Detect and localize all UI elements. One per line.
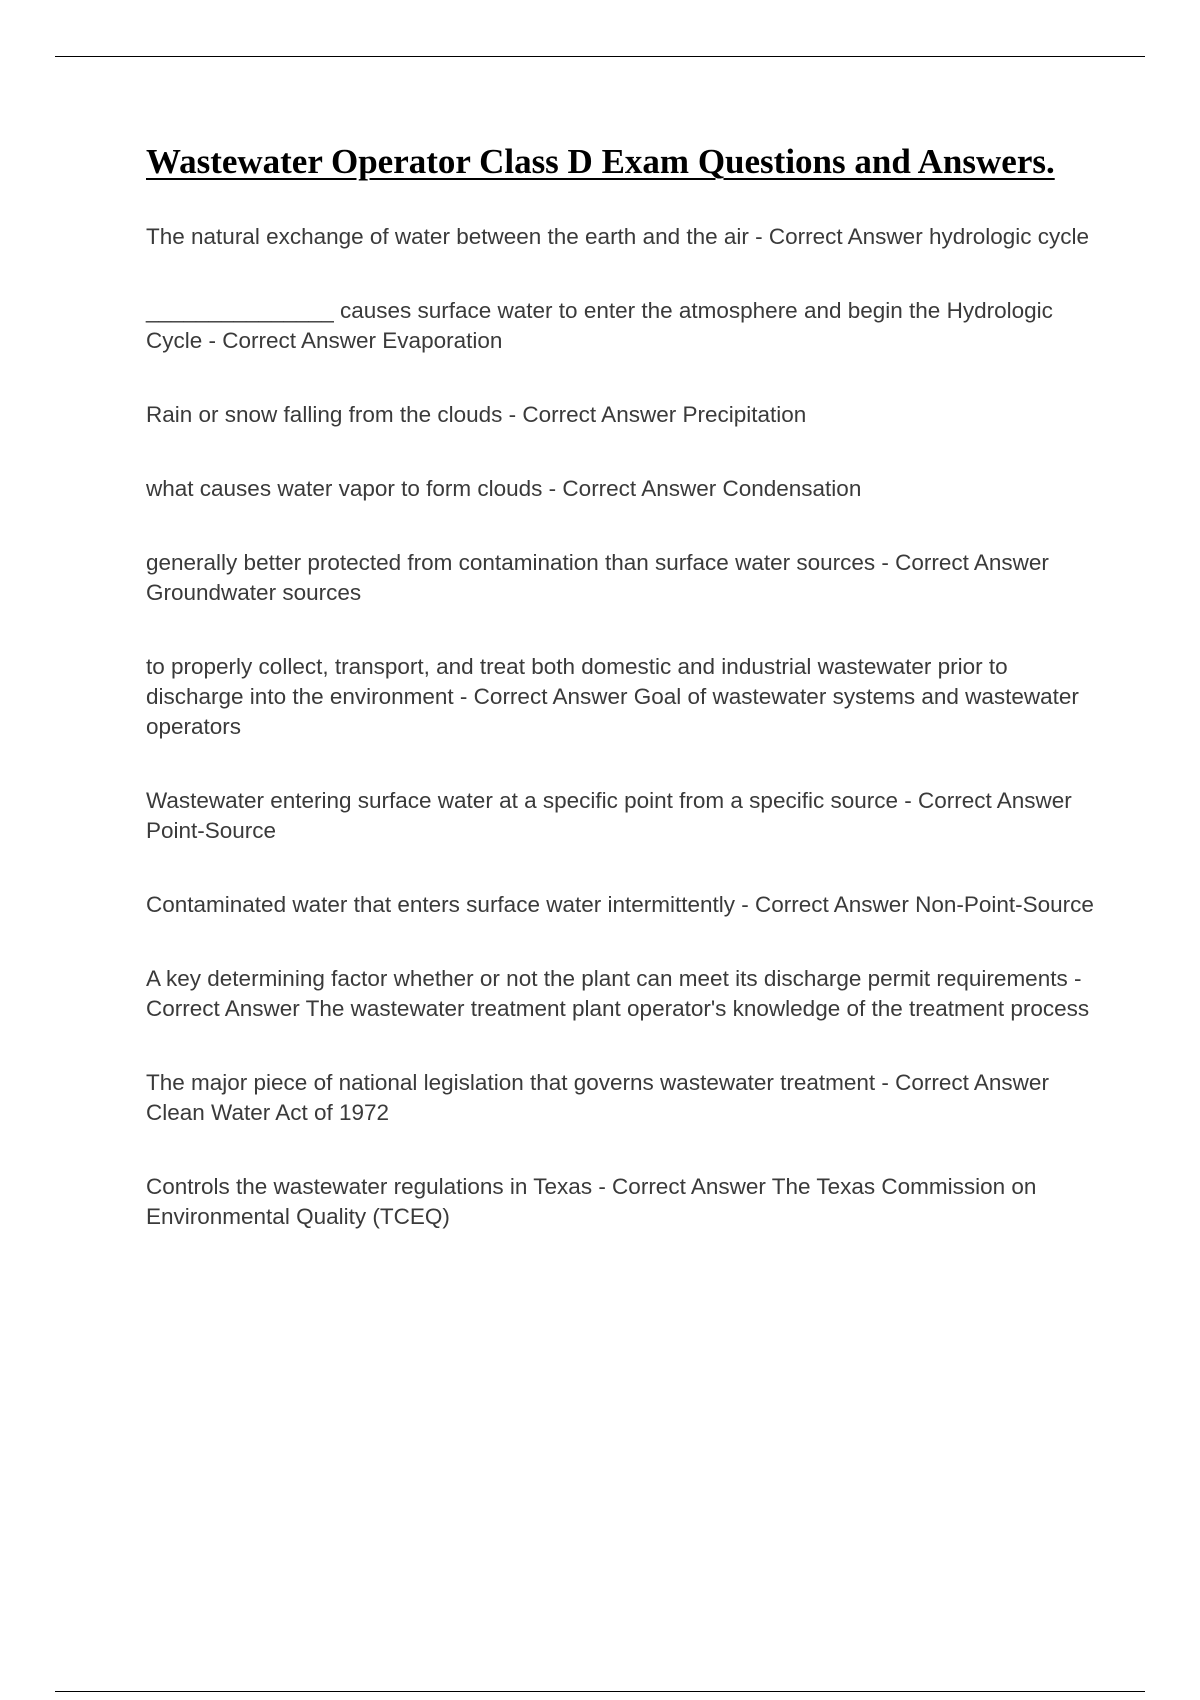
qa-item: Contaminated water that enters surface water intermittently - Correct Answer Non-Point-Source (146, 892, 1094, 917)
document-title: Wastewater Operator Class D Exam Questions and Answers. (146, 142, 1055, 181)
qa-item: what causes water vapor to form clouds - Correct Answer Condensation (146, 476, 862, 501)
qa-item: _______________ causes surface water to enter the atmosphere and begin the Hydrologic Cycle - Correct Answer Evaporation (146, 298, 1060, 353)
qa-list (146, 222, 1096, 1232)
qa-item: generally better protected from contamination than surface water sources - Correct Answer Groundwater sources (146, 550, 1056, 605)
qa-item: Controls the wastewater regulations in Texas - Correct Answer The Texas Commission on Environmental Quality (TCEQ) (146, 1174, 1043, 1229)
qa-item: The major piece of national legislation that governs wastewater treatment - Correct Answer Clean Water Act of 1972 (146, 1070, 1056, 1125)
bottom-rule (55, 1691, 1145, 1692)
qa-item: to properly collect, transport, and treat both domestic and industrial wastewater prior to discharge into the environment - Correct Answer Goal of wastewater systems and wastewater operators (146, 654, 1086, 739)
qa-item: The natural exchange of water between the earth and the air - Correct Answer hydrologic cycle (146, 224, 1090, 249)
qa-item: Rain or snow falling from the clouds - Correct Answer Precipitation (146, 402, 807, 427)
document-body (146, 140, 1096, 1276)
top-rule (55, 56, 1145, 57)
qa-item: Wastewater entering surface water at a specific point from a specific source - Correct Answer Point-Source (146, 788, 1079, 843)
qa-item: A key determining factor whether or not the plant can meet its discharge permit requirements - Correct Answer The wastewater treatment plant operator's knowledge of the treatment process (146, 966, 1090, 1021)
